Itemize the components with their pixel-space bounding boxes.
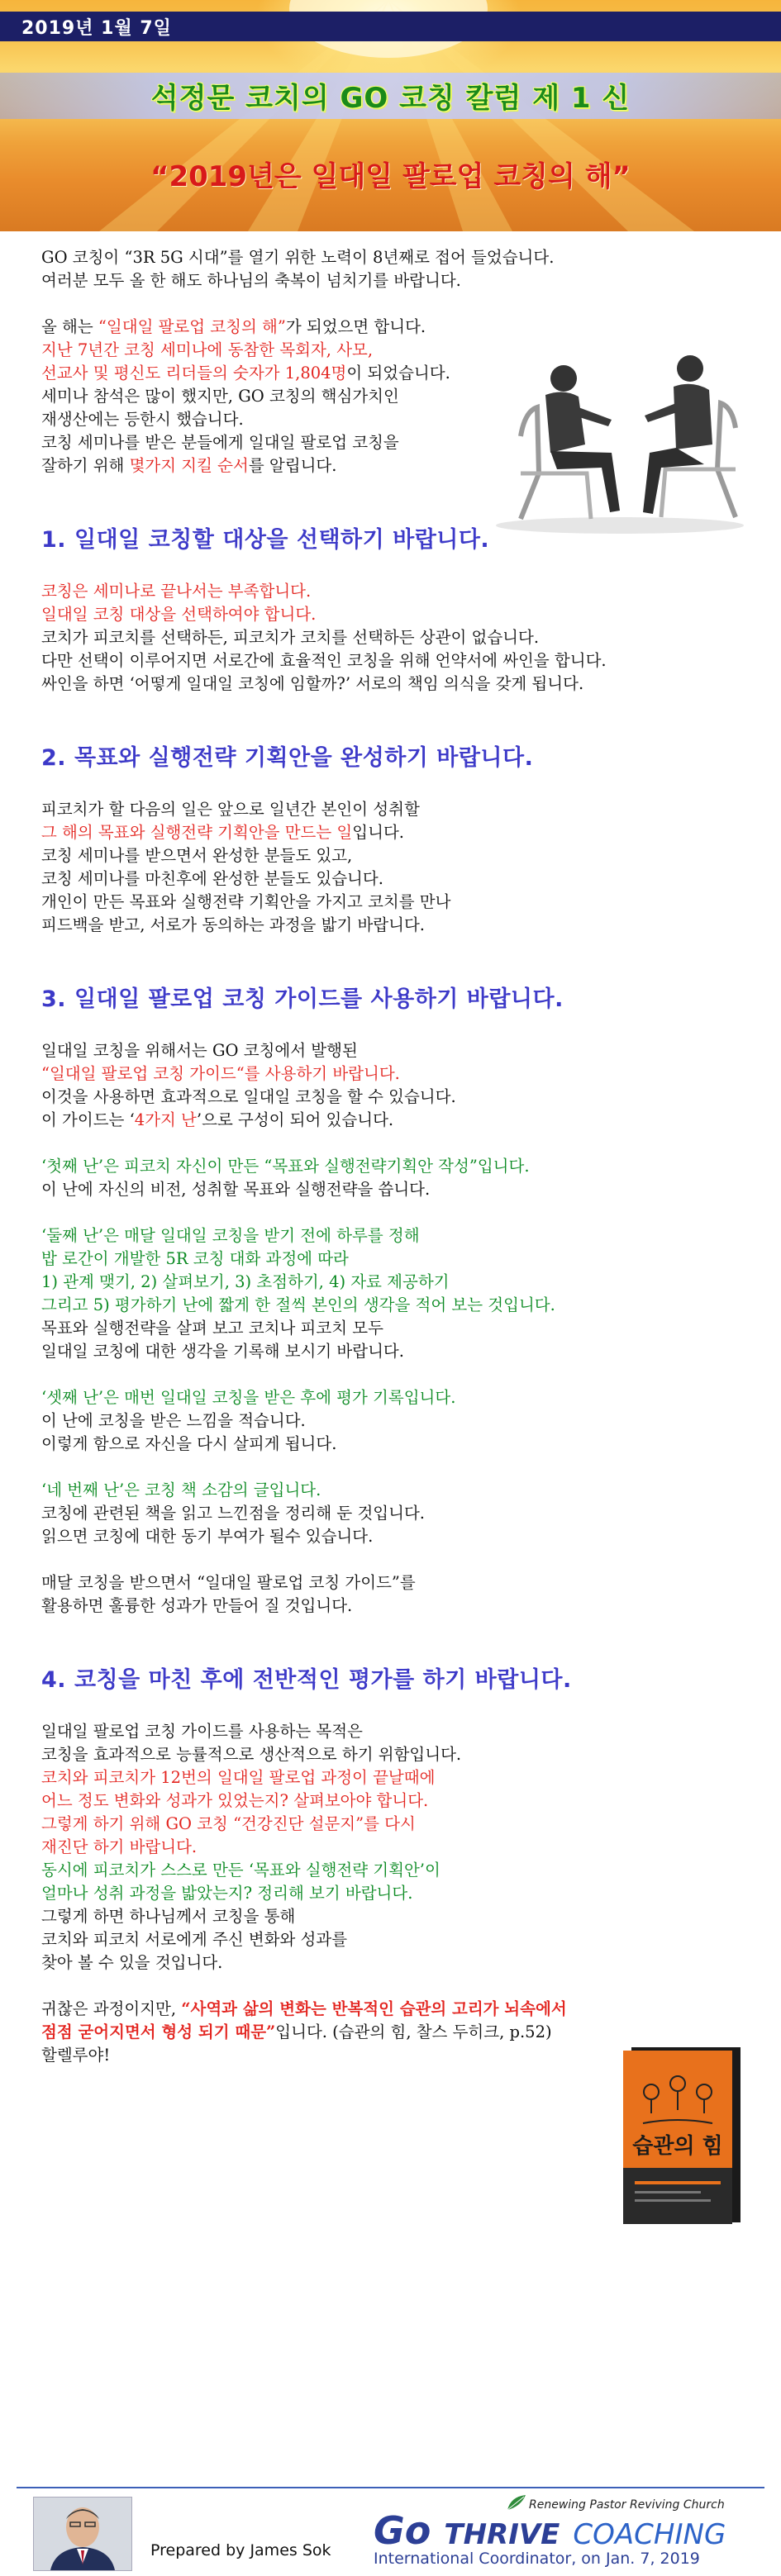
section-line: 싸인을 하면 ‘어떻게 일대일 코칭에 임할까?’ 서로의 책임 의식을 갖게 됩니다.	[41, 674, 584, 693]
intro-line: 여러분 모두 올 한 해도 하나님의 축복이 넘치기를 바랍니다.	[41, 271, 461, 290]
intro-line: 세미나 참석은 많이 했지만, GO 코칭의 핵심가치인	[41, 387, 399, 406]
section-line: 피드백을 받고, 서로가 동의하는 과정을 밟기 바랍니다.	[41, 915, 426, 934]
article-body	[41, 246, 769, 2067]
section-line: 활용하면 훌륭한 성과가 만들어 질 것입니다.	[41, 1596, 353, 1615]
section-line: 이렇게 함으로 자신을 다시 살피게 됩니다.	[41, 1434, 337, 1453]
section-line: 이 난에 자신의 비전, 성취할 목표와 실행전략을 씁니다.	[41, 1180, 431, 1199]
section-line: 얼마나 성취 과정을 밟았는지? 정리해 보기 바랍니다.	[41, 1884, 413, 1903]
book-title: 습관의 힘	[632, 2134, 723, 2159]
brand-slogan: Renewing Pastor Reviving Church	[529, 2498, 725, 2512]
section-line: 이 가이드는 ‘4가지 난’으로 구성이 되어 있습니다.	[41, 1110, 394, 1129]
header-banner	[0, 0, 781, 231]
author-photo-icon	[33, 2497, 132, 2571]
intro-line: 선교사 및 평신도 리더들의 숫자가 1,804명이 되었습니다.	[41, 364, 450, 383]
column-subtitle: “2019년은 일대일 팔로업 코칭의 해”	[150, 160, 631, 193]
section-line: 매달 코칭을 받으면서 “일대일 팔로업 코칭 가이드”를	[41, 1573, 416, 1592]
closing-line: 귀찮은 과정이지만, “사역과 삶의 변화는 반복적인 습관의 고리가 뇌속에서	[41, 1999, 567, 2018]
leaf-logo-icon	[506, 2493, 527, 2512]
section-line: 코치와 피코치 서로에게 주신 변화와 성과를	[41, 1930, 348, 1949]
section-line: 찾아 볼 수 있을 것입니다.	[41, 1953, 223, 1972]
section-line: 코칭 세미나를 받으면서 완성한 분들도 있고,	[41, 846, 353, 865]
section-line: 피코치가 할 다음의 일은 앞으로 일년간 본인이 성취할	[41, 800, 420, 819]
brand-coaching: COACHING	[573, 2518, 726, 2551]
section-line: 그렇게 하기 위해 GO 코칭 “건강진단 설문지”를 다시	[41, 1814, 416, 1833]
section-line: 이것을 사용하면 효과적으로 일대일 코칭을 할 수 있습니다.	[41, 1087, 456, 1106]
section-line: 밥 로간이 개발한 5R 코칭 대화 과정에 따라	[41, 1249, 349, 1268]
intro-line: GO 코칭이 “3R 5G 시대”를 열기 위한 노력이 8년째로 접어 들었습니다.	[41, 248, 555, 267]
intro-line: 코칭 세미나를 받은 분들에게 일대일 팔로업 코칭을	[41, 433, 399, 452]
section-line: ‘둘째 난’은 매달 일대일 코칭을 받기 전에 하루를 정해	[41, 1226, 420, 1245]
closing-line: 할렐루야!	[41, 2046, 111, 2065]
section-line: 그 해의 목표와 실행전략 기획안을 만드는 일입니다.	[41, 823, 404, 842]
section-line: 코칭에 관련된 책을 읽고 느낀점을 정리해 둔 것입니다.	[41, 1504, 426, 1523]
section-line: “일대일 팔로업 코칭 가이드“를 사용하기 바랍니다.	[41, 1064, 400, 1083]
section-line: 재진단 하기 바랍니다.	[41, 1837, 198, 1856]
section-line: 코칭 세미나를 마친후에 완성한 분들도 있습니다.	[41, 869, 383, 888]
section-heading-2: 2. 목표와 실행전략 기획안을 완성하기 바랍니다.	[41, 745, 534, 771]
section-line: 개인이 만든 목표와 실행전략 기획안을 가지고 코치를 만나	[41, 892, 451, 911]
section-line: ‘셋째 난’은 매번 일대일 코칭을 받은 후에 평가 기록입니다.	[41, 1388, 456, 1407]
section-line: 일대일 팔로업 코칭 가이드를 사용하는 목적은	[41, 1722, 363, 1741]
section-line: 동시에 피코치가 스스로 만든 ‘목표와 실행전략 기획안’이	[41, 1861, 441, 1880]
section-line: 코치가 피코치를 선택하든, 피코치가 코치를 선택하든 상관이 없습니다.	[41, 628, 540, 647]
brand-go: Go	[374, 2508, 431, 2553]
section-heading-3: 3. 일대일 팔로업 코칭 가이드를 사용하기 바랍니다.	[41, 986, 564, 1012]
section-line: 1) 관계 맺기, 2) 살펴보기, 3) 초점하기, 4) 자료 제공하기	[41, 1272, 450, 1291]
section-line: 일대일 코칭 대상을 선택하여야 합니다.	[41, 605, 317, 624]
section-line: 그렇게 하면 하나님께서 코칭을 통해	[41, 1907, 296, 1926]
section-line: 목표와 실행전략을 살펴 보고 코치나 피코치 모두	[41, 1319, 383, 1338]
book-cover-icon	[620, 2044, 744, 2226]
section-line: ‘첫째 난’은 피코치 자신이 만든 “목표와 실행전략기획안 작성”입니다.	[41, 1157, 530, 1176]
footer-divider	[17, 2487, 764, 2488]
section-line: 코칭은 세미나로 끝나서는 부족합니다.	[41, 582, 312, 601]
section-heading-4: 4. 코칭을 마친 후에 전반적인 평가를 하기 바랍니다.	[41, 1667, 572, 1693]
section-line: 일대일 코칭에 대한 생각을 기록해 보시기 바랍니다.	[41, 1342, 404, 1361]
section-line: 그리고 5) 평가하기 난에 짧게 한 절씩 본인의 생각을 적어 보는 것입니다.	[41, 1295, 555, 1314]
section-line: 읽으면 코칭에 대한 동기 부여가 될수 있습니다.	[41, 1527, 374, 1546]
section-line: 다만 선택이 이루어지면 서로간에 효율적인 코칭을 위해 언약서에 싸인을 합니다.	[41, 651, 607, 670]
section-line: 코칭을 효과적으로 능률적으로 생산적으로 하기 위함입니다.	[41, 1745, 462, 1764]
intro-line: 올 해는 “일대일 팔로업 코칭의 해”가 되었으면 합니다.	[41, 317, 426, 336]
closing-line: 점점 굳어지면서 형성 되기 때문”입니다. (습관의 힘, 찰스 두히크, p.52)	[41, 2022, 552, 2041]
section-line: ‘네 번째 난’은 코칭 책 소감의 글입니다.	[41, 1480, 321, 1499]
brand-thrive: THRIVE	[444, 2518, 560, 2551]
section-line: 일대일 코칭을 위해서는 GO 코칭에서 발행된	[41, 1041, 358, 1060]
column-date: 2019년 1월 7일	[21, 18, 172, 39]
section-line: 이 난에 코칭을 받은 느낌을 적습니다.	[41, 1411, 306, 1430]
coordinator-line: International Coordinator, on Jan. 7, 2019	[374, 2550, 700, 2568]
intro-line: 재생산에는 등한시 했습니다.	[41, 410, 244, 429]
section-line: 코치와 피코치가 12번의 일대일 팔로업 과정이 끝날때에	[41, 1768, 436, 1787]
column-title: 석정문 코치의 GO 코칭 칼럼 제 1 신	[150, 82, 631, 115]
section-heading-1: 1. 일대일 코칭할 대상을 선택하기 바랍니다.	[41, 527, 490, 553]
section-line: 어느 정도 변화와 성과가 있었는지? 살펴보아야 합니다.	[41, 1791, 429, 1810]
intro-line: 지난 7년간 코칭 세미나에 동참한 목회자, 사모,	[41, 340, 374, 359]
prepared-by: Prepared by James Sok	[150, 2541, 331, 2559]
intro-line: 잘하기 위해 몇가지 지킬 순서를 알립니다.	[41, 456, 337, 475]
brand-logo	[374, 2510, 726, 2555]
